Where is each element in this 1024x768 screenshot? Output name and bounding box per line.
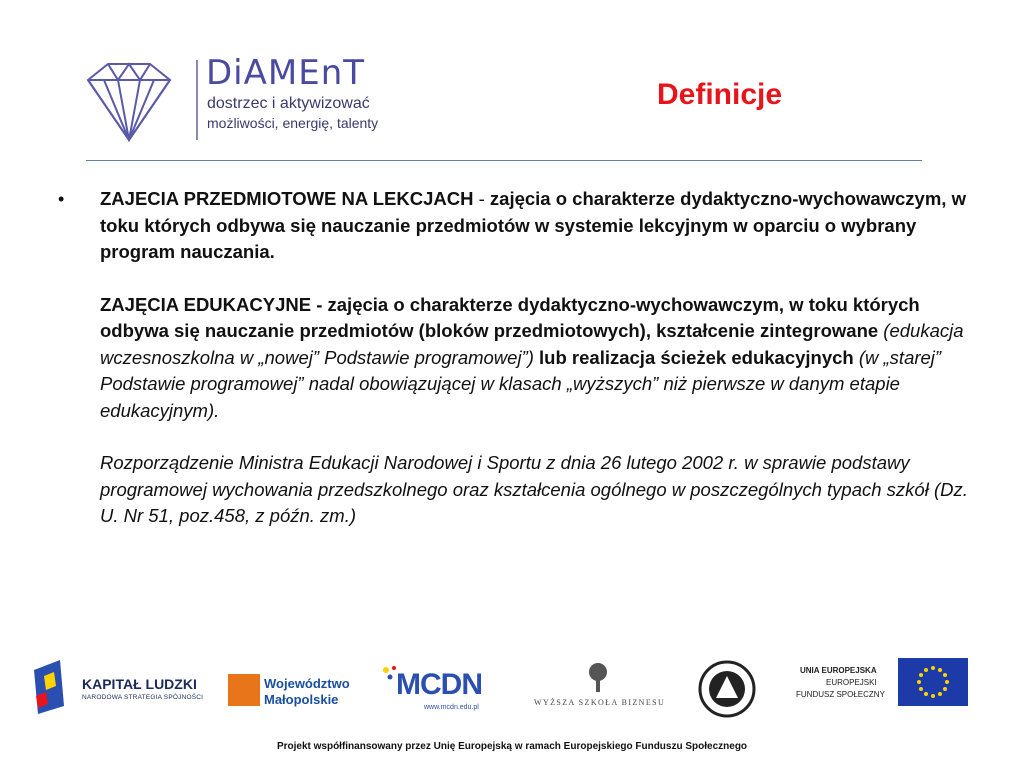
footer-funding-note: Projekt współfinansowany przez Unię Europejską w ramach Europejskiego Funduszu Społecznego [276,741,748,752]
partner-logos-bar [30,648,990,728]
wsb-logo [534,662,666,722]
definition-przedmiotowe [100,186,970,266]
kapital-ludzki-title: KAPITAŁ LUDZKI [82,676,197,692]
definition-text-2a: - zajęcia o charakterze dydaktyczno-wychowawczym, w toku których odbywa się nauczanie przedmiotów (bloków przedmiotowych), kształcenie zintegrowane [100,293,920,341]
kapital-ludzki-flag-icon [30,656,74,716]
ue-fund-label-2: FUNDUSZ SPOŁECZNY [796,690,885,699]
term-zajecia-edukacyjne: ZAJĘCIA EDUKACYJNE [100,293,312,315]
brand-tagline-1: dostrzec i aktywizować [207,95,370,112]
diament-diamond-logo [74,58,184,144]
definition-edukacyjne [100,292,970,425]
eu-flag-icon [898,658,968,706]
definition-italic-2a: (edukacja wczesnoszkolna w „nowej” Podstawie programowej”) [100,320,964,368]
wojewodztwo-malopolskie-logo [228,672,356,710]
national-louis-university-seal-icon [698,660,756,718]
malopolskie-label: Małopolskie [264,692,339,707]
malopolskie-crest-icon [228,674,260,706]
definition-text-1: zajęcia o charakterze dydaktyczno-wychowawczym, w toku których odbywa się nauczanie przedmiotów w systemie lekcyjnym w oparciu o wybrany program nauczania. [100,188,966,262]
brand-tagline-2: możliwości, energię, talenty [207,115,379,131]
definition-italic-2b: (w „starej” Podstawie programowej” nadal obowiązującej w klasach „wyższych” niż pierwsze w danym etapie edukacyjnym). [100,346,942,421]
ue-fund-label-1: EUROPEJSKI [826,678,877,687]
term-zajecia-przedmiotowe: ZAJECIA PRZEDMIOTOWE NA LEKCJACH [100,188,474,209]
logo-divider [196,60,198,140]
kapital-ludzki-subtitle: NARODOWA STRATEGIA SPÓJNOŚCI [82,694,204,701]
brand-name: DiAMEnT [206,53,366,93]
mcdn-label: MCDN [396,668,482,701]
wsb-label: WYŻSZA SZKOŁA BIZNESU [534,698,666,707]
wojewodztwo-label: Województwo [264,676,350,691]
page-title: Definicje [657,78,783,111]
legal-reference: Rozporządzenie Ministra Edukacji Narodowej i Sportu z dnia 26 lutego 2002 r. w sprawie podstawy programowej wychowania przedszkolnego oraz kształcenia ogólnego w poszczególnych typach szkół (Dz. U. Nr 51, poz.458, z późn. zm.) [100,452,968,526]
mcdn-logo [380,664,490,718]
definition-text-2b: lub realizacja ścieżek edukacyjnych [533,346,854,368]
bullet-point: • [58,189,65,209]
slide-header [0,0,1024,170]
tree-icon [586,662,610,694]
mcdn-url: www.mcdn.edu.pl [424,704,479,711]
ue-label: UNIA EUROPEJSKA [800,666,877,675]
definitions-content [100,186,970,556]
term-dash: - [473,188,490,209]
header-rule [86,160,922,161]
